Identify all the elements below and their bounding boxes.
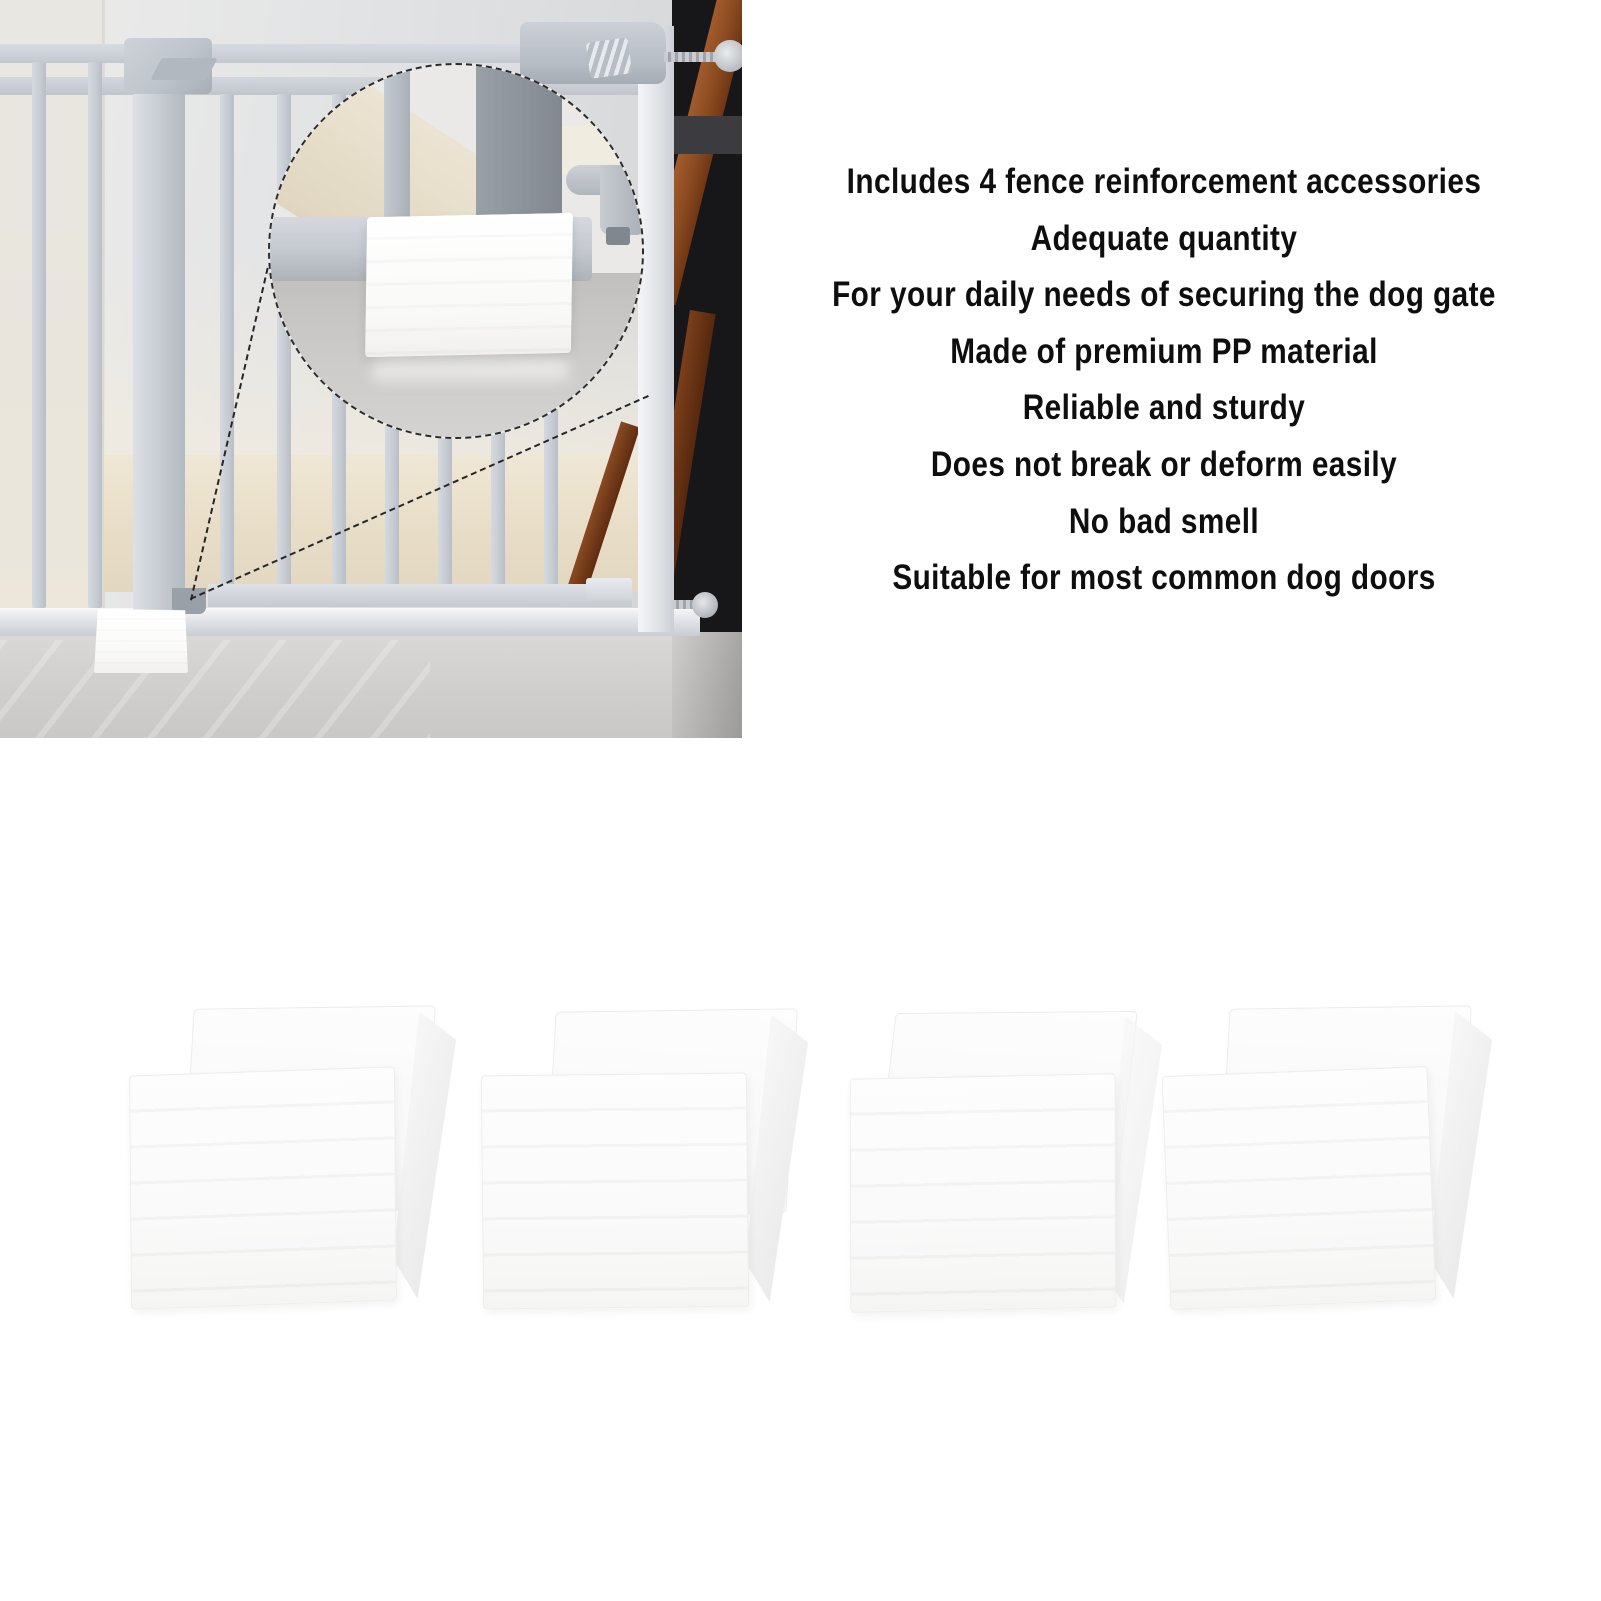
wedge-accessory-2 xyxy=(480,1010,800,1310)
wedge-front-face xyxy=(129,1066,397,1309)
feature-text: No bad smell xyxy=(1068,501,1260,541)
metal-bracket xyxy=(672,116,742,154)
fence-bar xyxy=(32,62,46,608)
magnified-gate-bar xyxy=(384,65,410,231)
fence-bar xyxy=(88,62,102,608)
bottom-spindle-disc xyxy=(692,592,718,618)
magnified-foot-peg xyxy=(606,227,630,245)
feature-text: For your daily needs of securing the dog gate xyxy=(832,275,1496,315)
floor-light-streaks xyxy=(0,640,430,738)
magnified-wedge xyxy=(365,213,573,357)
floor-dark-reflection xyxy=(672,632,742,738)
gate-bottom-rail xyxy=(208,584,632,607)
feature-text: Includes 4 fence reinforcement accessories xyxy=(846,162,1482,201)
latch-grip-ridges xyxy=(586,37,633,78)
gate-left-post xyxy=(133,58,185,612)
feature-text: Does not break or deform easily xyxy=(930,444,1398,484)
gate-right-post xyxy=(638,26,674,632)
feature-list xyxy=(744,154,1584,614)
feature-text: Reliable and sturdy xyxy=(1022,388,1306,428)
wedge-accessory-4 xyxy=(1164,1007,1484,1307)
wedge-front-face xyxy=(850,1073,1117,1313)
wedge-accessory-3 xyxy=(848,1012,1168,1312)
post-clamp-notch xyxy=(150,58,218,80)
gate-bottom-rail-cap xyxy=(586,578,632,600)
dark-stair-panel xyxy=(672,0,742,632)
magnified-gate-foot xyxy=(600,165,644,235)
wood-railing-lower xyxy=(672,310,716,632)
gate-bar xyxy=(220,94,234,586)
top-spindle-disc xyxy=(714,40,742,72)
magnified-gate-post xyxy=(476,65,562,227)
wedge-front-face xyxy=(481,1073,749,1310)
magnifier-circle xyxy=(268,63,644,439)
gate-photo xyxy=(0,0,742,738)
magnified-wedge-reflection xyxy=(372,353,568,381)
wedge-accessory-1 xyxy=(128,1007,448,1307)
wedge-front-face xyxy=(1162,1066,1437,1310)
feature-text: Made of premium PP material xyxy=(950,331,1378,371)
wedge-in-scene xyxy=(94,609,188,673)
feature-text: Suitable for most common dog doors xyxy=(892,558,1436,598)
feature-text: Adequate quantity xyxy=(1030,218,1298,258)
